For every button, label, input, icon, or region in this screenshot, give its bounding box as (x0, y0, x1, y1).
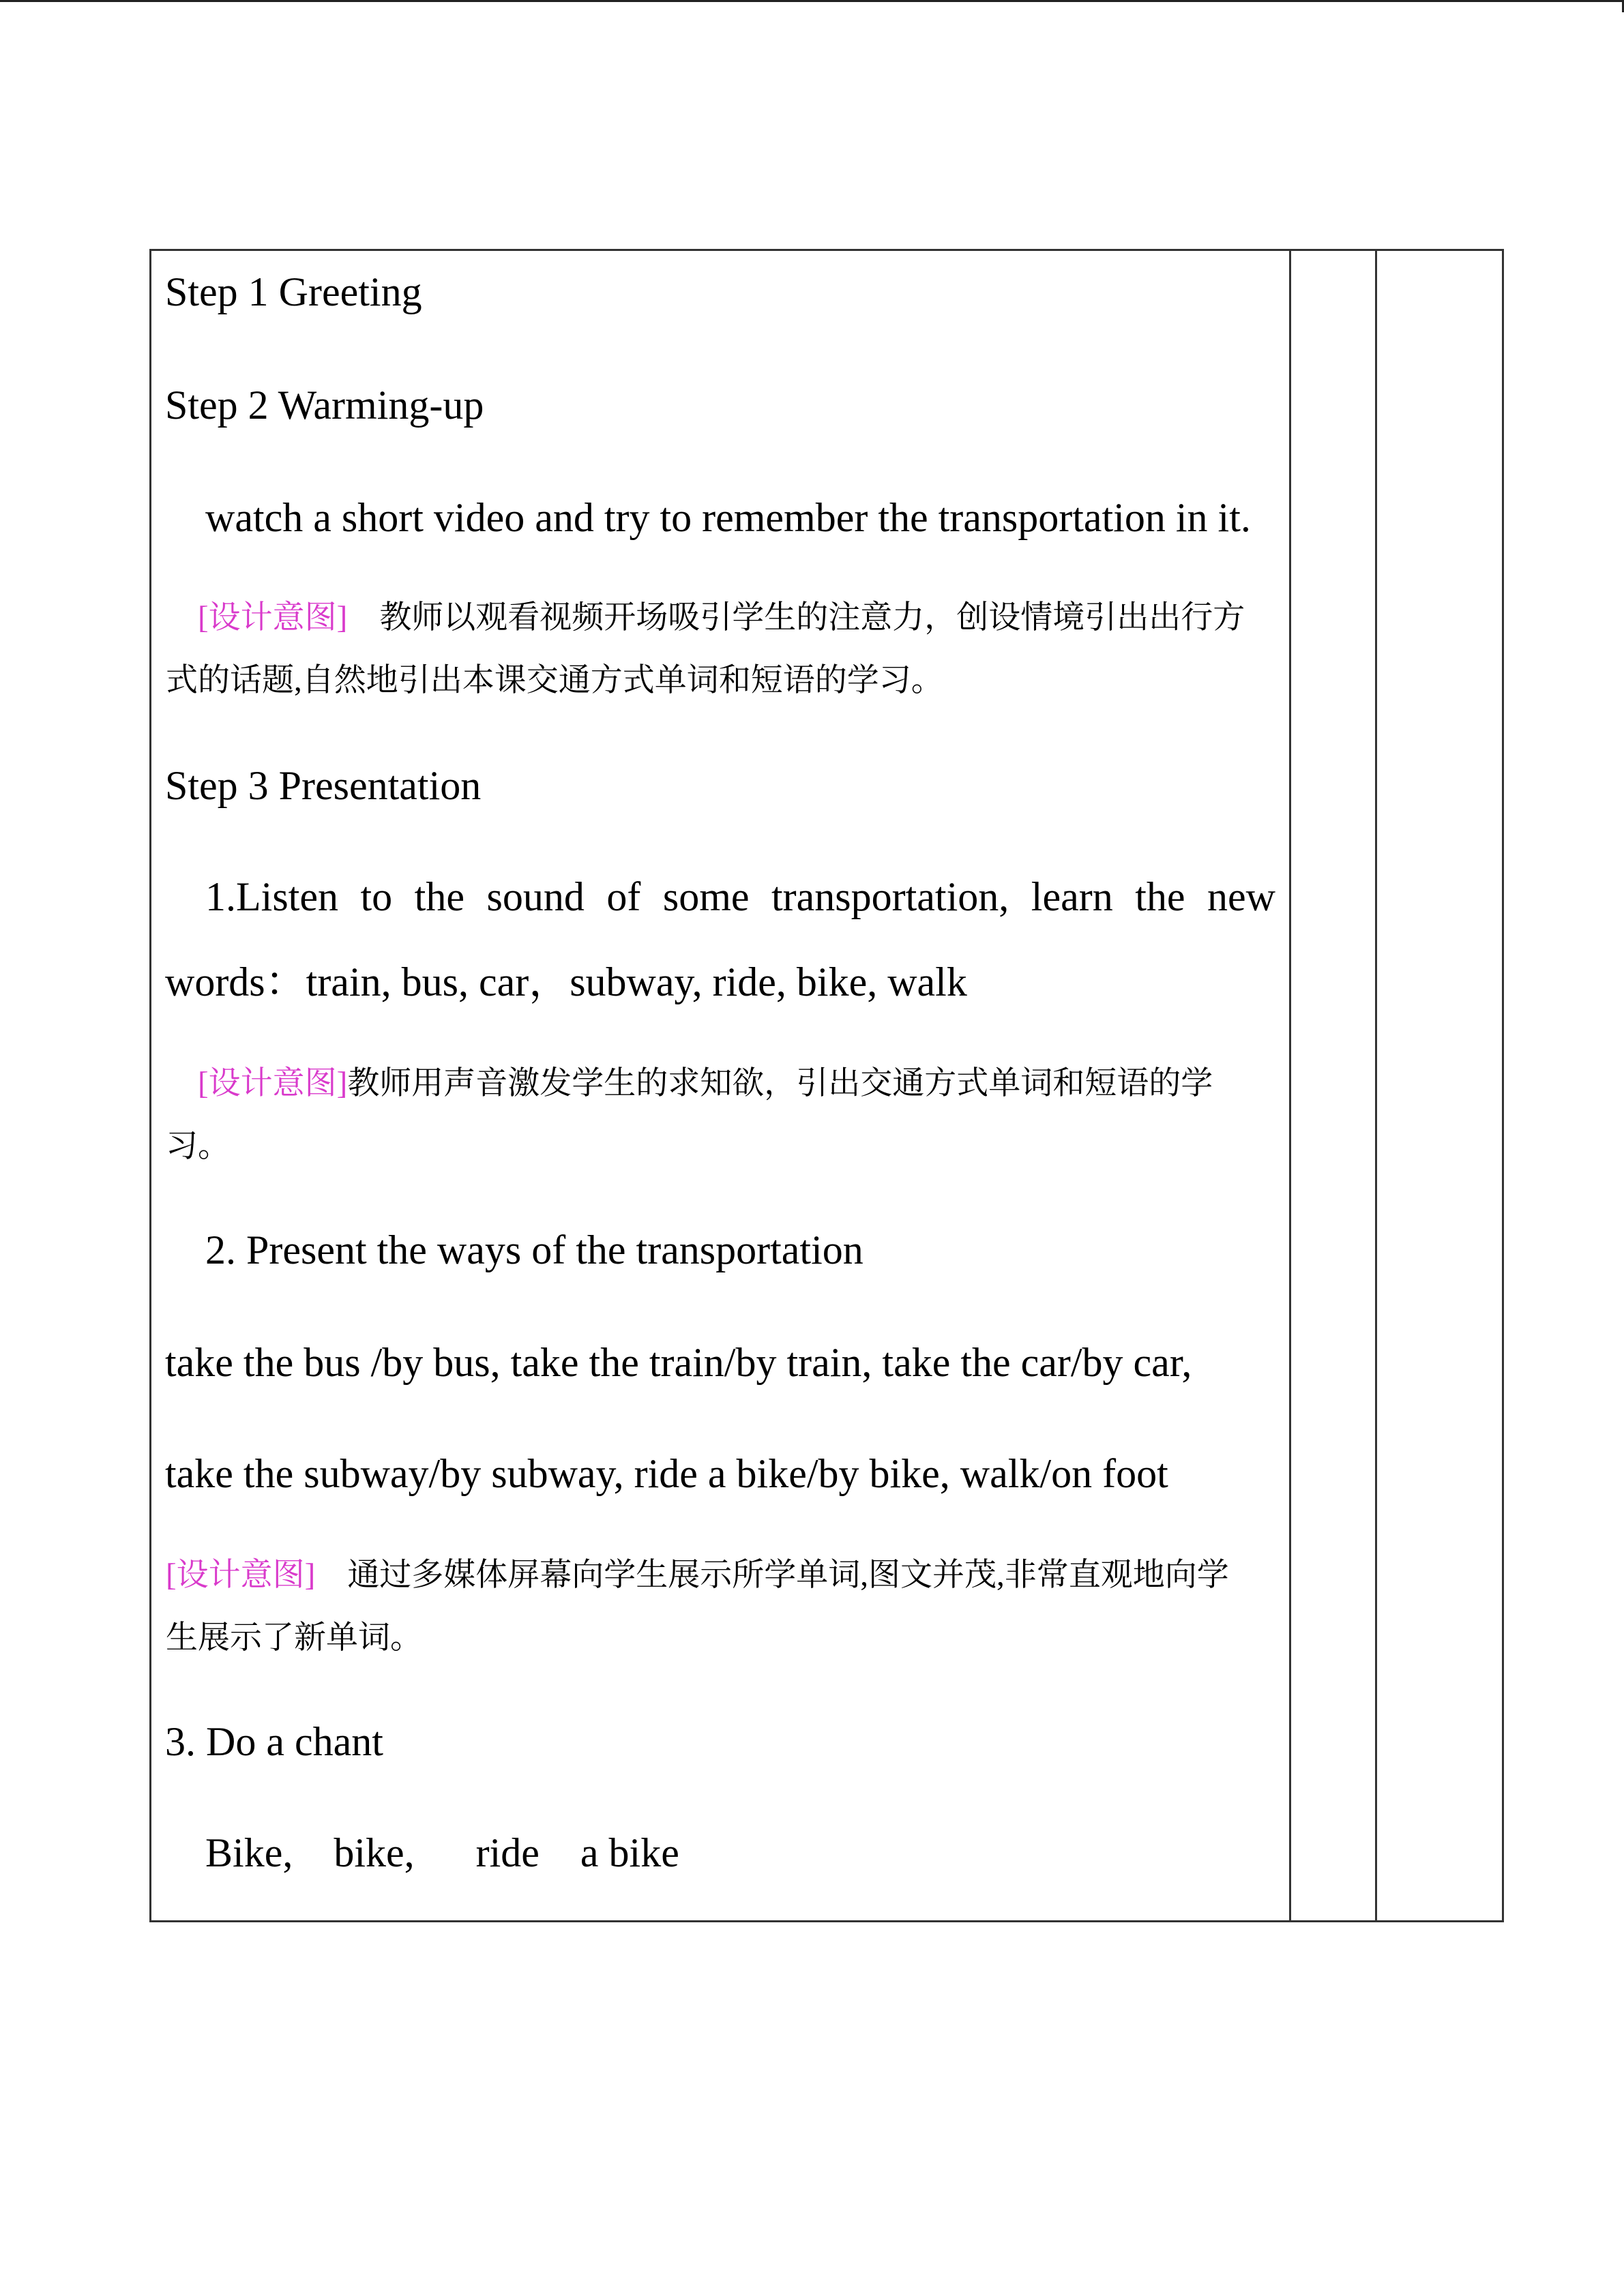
chant-line: Bike, bike, ride a bike (205, 1830, 679, 1875)
activity2-intent-line1 (166, 1555, 1229, 1596)
activity1-line1: 1.Listen to the sound of some transportation, learn the new (205, 874, 1275, 919)
activity1-intent-text: 教师用声音激发学生的求知欲，引出交通方式单词和短语的学 (347, 1066, 1213, 1101)
activity1-line2: words：train, bus, car，subway, ride, bike, walk (165, 959, 967, 1004)
warmup-intent-text: 教师以观看视频开场吸引学生的注意力，创设情境引出出行方 (379, 600, 1245, 636)
page-top-rule (0, 0, 1624, 2)
activity2-line2: take the subway/by subway, ride a bike/by bike, walk/on foot (165, 1451, 1168, 1496)
design-intent-label: [设计意图] (166, 1557, 316, 1593)
activity2-heading: 2. Present the ways of the transportation (205, 1227, 863, 1272)
design-intent-label: [设计意图] (198, 600, 348, 636)
design-intent-label: [设计意图] (198, 1066, 348, 1101)
warmup-intent-line1 (198, 597, 1245, 638)
activity3-heading: 3. Do a chant (165, 1719, 383, 1764)
warmup-intent-line2: 式的话题,自然地引出本课交通方式单词和短语的学习。 (166, 663, 943, 698)
step2-activity: watch a short video and try to remember the transportation in it. (205, 495, 1251, 540)
table-column-divider-1 (1289, 249, 1291, 1922)
activity1-intent-line1 (198, 1063, 1213, 1104)
activity2-intent-line2: 生展示了新单词。 (166, 1620, 422, 1656)
activity2-line1: take the bus /by bus, take the train/by train, take the car/by car, (165, 1340, 1192, 1385)
step2-heading: Step 2 Warming-up (165, 383, 484, 428)
step1-heading: Step 1 Greeting (165, 269, 422, 314)
activity2-intent-text: 通过多媒体屏幕向学生展示所学单词,图文并茂,非常直观地向学 (347, 1557, 1229, 1593)
activity1-intent-line2: 习。 (166, 1129, 230, 1164)
table-column-divider-2 (1375, 249, 1377, 1922)
step3-heading: Step 3 Presentation (165, 763, 482, 808)
